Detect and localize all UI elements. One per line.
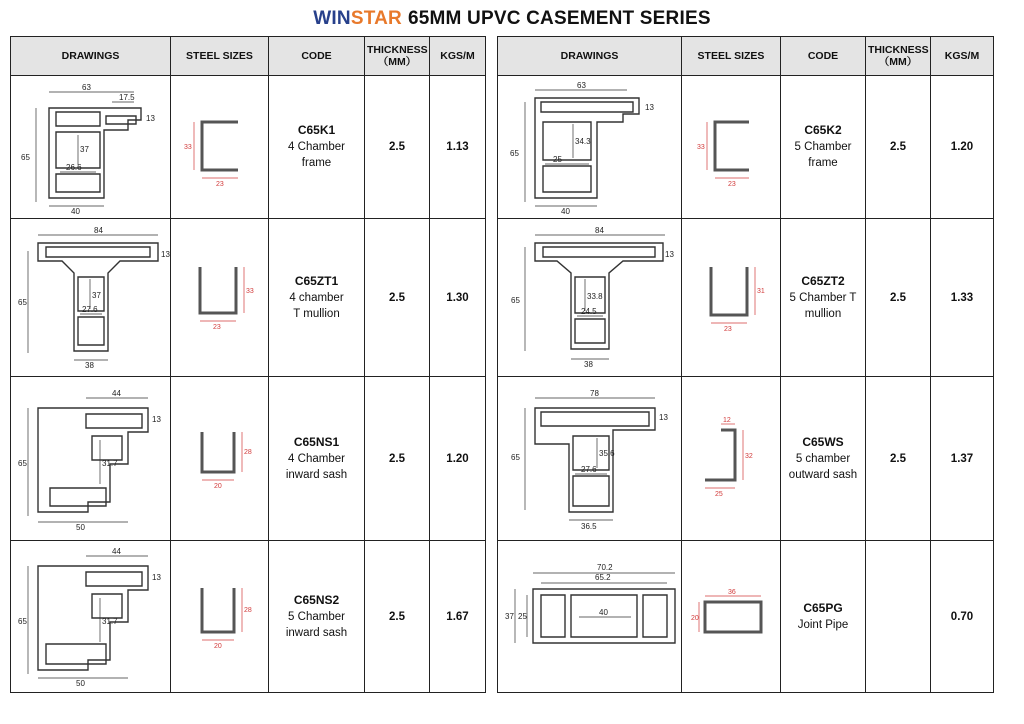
code-cell <box>269 219 365 377</box>
svg-text:13: 13 <box>160 249 170 259</box>
page-title <box>0 8 1024 30</box>
steel-drawing <box>682 377 781 541</box>
steel-drawing-k2 <box>691 102 771 192</box>
svg-text:25: 25 <box>715 490 723 498</box>
steel-drawing <box>171 377 269 541</box>
svg-text:23: 23 <box>212 323 221 331</box>
svg-text:23: 23 <box>724 325 732 333</box>
steel-drawing <box>682 76 781 219</box>
header-thickness <box>866 37 931 76</box>
profile-desc: 5 chamber <box>795 452 851 465</box>
steel-drawing-pg <box>691 572 771 662</box>
thickness-value: 2.5 <box>365 219 430 377</box>
kgs-value: 1.30 <box>430 219 486 377</box>
svg-text:65: 65 <box>510 295 520 305</box>
svg-text:27.6: 27.6 <box>81 304 98 314</box>
profile-drawing <box>11 541 171 693</box>
header-steel-sizes: STEEL SIZES <box>171 37 269 76</box>
svg-text:25: 25 <box>552 154 562 164</box>
svg-text:84: 84 <box>93 225 103 235</box>
kgs-value: 1.20 <box>931 76 994 219</box>
profile-drawing-ws <box>505 384 675 534</box>
svg-text:65.2: 65.2 <box>594 572 611 582</box>
profile-drawing-k1 <box>16 80 166 215</box>
header-drawings: DRAWINGS <box>11 37 171 76</box>
thickness-value: 2.5 <box>365 76 430 219</box>
kgs-value: 0.70 <box>931 541 994 693</box>
table-row <box>498 377 994 541</box>
svg-text:13: 13 <box>644 102 654 112</box>
header-thickness-label: THICKNESS <box>868 44 929 56</box>
table-row <box>498 76 994 219</box>
svg-text:28: 28 <box>243 606 252 614</box>
svg-text:35.6: 35.6 <box>598 448 615 458</box>
svg-text:26.6: 26.6 <box>65 162 82 172</box>
profile-drawing-k2 <box>505 80 675 215</box>
table-row <box>498 219 994 377</box>
svg-text:65: 65 <box>17 617 27 626</box>
left-spec-table <box>10 36 486 693</box>
steel-drawing-zt2 <box>691 253 771 343</box>
steel-drawing <box>171 541 269 693</box>
header-thickness <box>365 37 430 76</box>
svg-text:32: 32 <box>745 452 753 460</box>
svg-text:38: 38 <box>583 359 593 369</box>
steel-drawing <box>682 541 781 693</box>
steel-drawing-ns1 <box>180 414 260 504</box>
svg-text:63: 63 <box>81 82 91 92</box>
svg-text:12: 12 <box>723 416 731 424</box>
header-code: CODE <box>781 37 866 76</box>
svg-text:13: 13 <box>151 573 161 582</box>
profile-drawing <box>498 541 682 693</box>
code-cell <box>781 377 866 541</box>
svg-text:27.6: 27.6 <box>580 464 597 474</box>
profile-desc: outward sash <box>788 468 858 481</box>
header-code: CODE <box>269 37 365 76</box>
thickness-value: 2.5 <box>866 219 931 377</box>
code-cell <box>781 541 866 693</box>
kgs-value: 1.67 <box>430 541 486 693</box>
profile-drawing-pg <box>505 547 675 687</box>
svg-text:13: 13 <box>658 412 668 422</box>
svg-text:33: 33 <box>697 144 705 151</box>
svg-text:23: 23 <box>215 181 224 188</box>
svg-text:70.2: 70.2 <box>596 562 613 572</box>
profile-code: C65K2 <box>804 123 842 137</box>
profile-desc: 4 Chamber <box>288 141 345 153</box>
svg-text:65: 65 <box>17 458 27 468</box>
code-cell <box>269 377 365 541</box>
profile-code: C65NS1 <box>293 434 340 449</box>
table-row <box>11 377 486 541</box>
svg-text:37: 37 <box>91 290 101 300</box>
header-thickness-unit: （MM） <box>377 56 417 68</box>
profile-desc: 5 Chamber <box>288 610 345 623</box>
thickness-value: 2.5 <box>866 76 931 219</box>
svg-text:20: 20 <box>213 482 222 490</box>
header-kgs: KGS/M <box>931 37 994 76</box>
thickness-value: 2.5 <box>365 377 430 541</box>
code-cell <box>269 541 365 693</box>
svg-text:65: 65 <box>510 452 520 462</box>
profile-drawing-zt1 <box>16 223 170 373</box>
svg-text:37: 37 <box>504 611 514 621</box>
profile-drawing-ns2 <box>16 544 166 689</box>
svg-text:20: 20 <box>691 614 699 622</box>
header-drawings: DRAWINGS <box>498 37 682 76</box>
svg-text:65: 65 <box>17 297 27 307</box>
profile-code: C65ZT2 <box>801 273 845 288</box>
svg-text:28: 28 <box>243 448 252 456</box>
profile-desc: T mullion <box>293 307 340 320</box>
thickness-value <box>866 541 931 693</box>
table-row <box>11 76 486 219</box>
svg-text:50: 50 <box>75 679 85 688</box>
table-row <box>11 219 486 377</box>
table-row <box>498 541 994 693</box>
table-header-row <box>11 37 486 76</box>
thickness-value: 2.5 <box>365 541 430 693</box>
svg-text:24.5: 24.5 <box>580 306 597 316</box>
profile-code: C65NS2 <box>293 592 340 607</box>
steel-drawing-ns2 <box>180 572 260 662</box>
svg-text:33: 33 <box>245 287 254 295</box>
profile-desc: 4 Chamber <box>288 452 345 465</box>
svg-text:40: 40 <box>598 607 608 617</box>
profile-desc: inward sash <box>285 468 348 481</box>
svg-text:37: 37 <box>79 144 89 154</box>
thickness-value: 2.5 <box>866 377 931 541</box>
title-text: 65MM UPVC CASEMENT SERIES <box>407 8 711 29</box>
svg-text:33.8: 33.8 <box>586 291 603 301</box>
svg-text:25: 25 <box>517 611 527 621</box>
profile-code: C65PG <box>803 600 843 615</box>
profile-desc: inward sash <box>285 626 348 639</box>
profile-drawing <box>11 219 171 377</box>
svg-text:31.7: 31.7 <box>101 617 118 626</box>
profile-drawing <box>498 219 682 377</box>
header-steel-sizes: STEEL SIZES <box>682 37 781 76</box>
svg-text:23: 23 <box>728 181 736 188</box>
profile-desc: 5 Chamber T <box>789 291 857 304</box>
svg-text:33: 33 <box>183 144 192 151</box>
profile-drawing <box>498 377 682 541</box>
kgs-value: 1.37 <box>931 377 994 541</box>
svg-text:13: 13 <box>145 113 155 123</box>
steel-drawing <box>171 76 269 219</box>
svg-text:50: 50 <box>75 522 85 532</box>
profile-desc: 5 Chamber <box>794 141 852 153</box>
svg-text:40: 40 <box>560 206 570 216</box>
header-thickness-unit: （MM） <box>878 56 918 68</box>
profile-desc: 4 chamber <box>289 291 344 304</box>
svg-text:36: 36 <box>728 588 736 596</box>
profile-desc: frame <box>808 157 838 169</box>
profile-desc: Joint Pipe <box>797 618 849 631</box>
profile-code: C65K1 <box>297 123 336 137</box>
svg-text:13: 13 <box>151 414 161 424</box>
table-row <box>11 541 486 693</box>
svg-text:31.7: 31.7 <box>101 458 118 468</box>
brand-win: WIN <box>313 8 351 29</box>
kgs-value: 1.20 <box>430 377 486 541</box>
svg-text:84: 84 <box>594 225 604 235</box>
steel-drawing <box>171 219 269 377</box>
code-cell <box>269 76 365 219</box>
svg-text:44: 44 <box>111 547 121 556</box>
header-thickness-label: THICKNESS <box>367 44 428 56</box>
code-cell <box>781 76 866 219</box>
svg-text:40: 40 <box>70 206 80 216</box>
svg-text:13: 13 <box>664 249 674 259</box>
kgs-value: 1.13 <box>430 76 486 219</box>
profile-drawing <box>11 76 171 219</box>
profile-drawing <box>498 76 682 219</box>
svg-text:78: 78 <box>589 388 599 398</box>
steel-drawing <box>682 219 781 377</box>
svg-text:38: 38 <box>84 360 94 370</box>
svg-text:20: 20 <box>213 642 222 650</box>
profile-desc: mullion <box>804 307 842 320</box>
steel-drawing-ws <box>691 414 771 504</box>
brand-star: STAR <box>350 8 402 29</box>
profile-code: C65WS <box>802 434 844 449</box>
code-cell <box>781 219 866 377</box>
steel-drawing-k1 <box>180 102 260 192</box>
svg-text:34.3: 34.3 <box>574 136 591 146</box>
svg-text:36.5: 36.5 <box>580 521 597 531</box>
svg-text:44: 44 <box>111 388 121 398</box>
kgs-value: 1.33 <box>931 219 994 377</box>
profile-code: C65ZT1 <box>294 273 339 288</box>
svg-text:31: 31 <box>757 287 765 295</box>
steel-drawing-zt1 <box>180 253 260 343</box>
svg-text:65: 65 <box>509 148 519 158</box>
svg-text:63: 63 <box>576 80 586 90</box>
header-kgs: KGS/M <box>430 37 486 76</box>
table-header-row <box>498 37 994 76</box>
profile-drawing-zt2 <box>505 223 675 373</box>
svg-text:65: 65 <box>20 152 30 162</box>
right-spec-table <box>497 36 994 693</box>
profile-drawing <box>11 377 171 541</box>
profile-desc: frame <box>301 157 332 169</box>
svg-text:17.5: 17.5 <box>118 92 135 102</box>
profile-drawing-ns1 <box>16 384 166 534</box>
